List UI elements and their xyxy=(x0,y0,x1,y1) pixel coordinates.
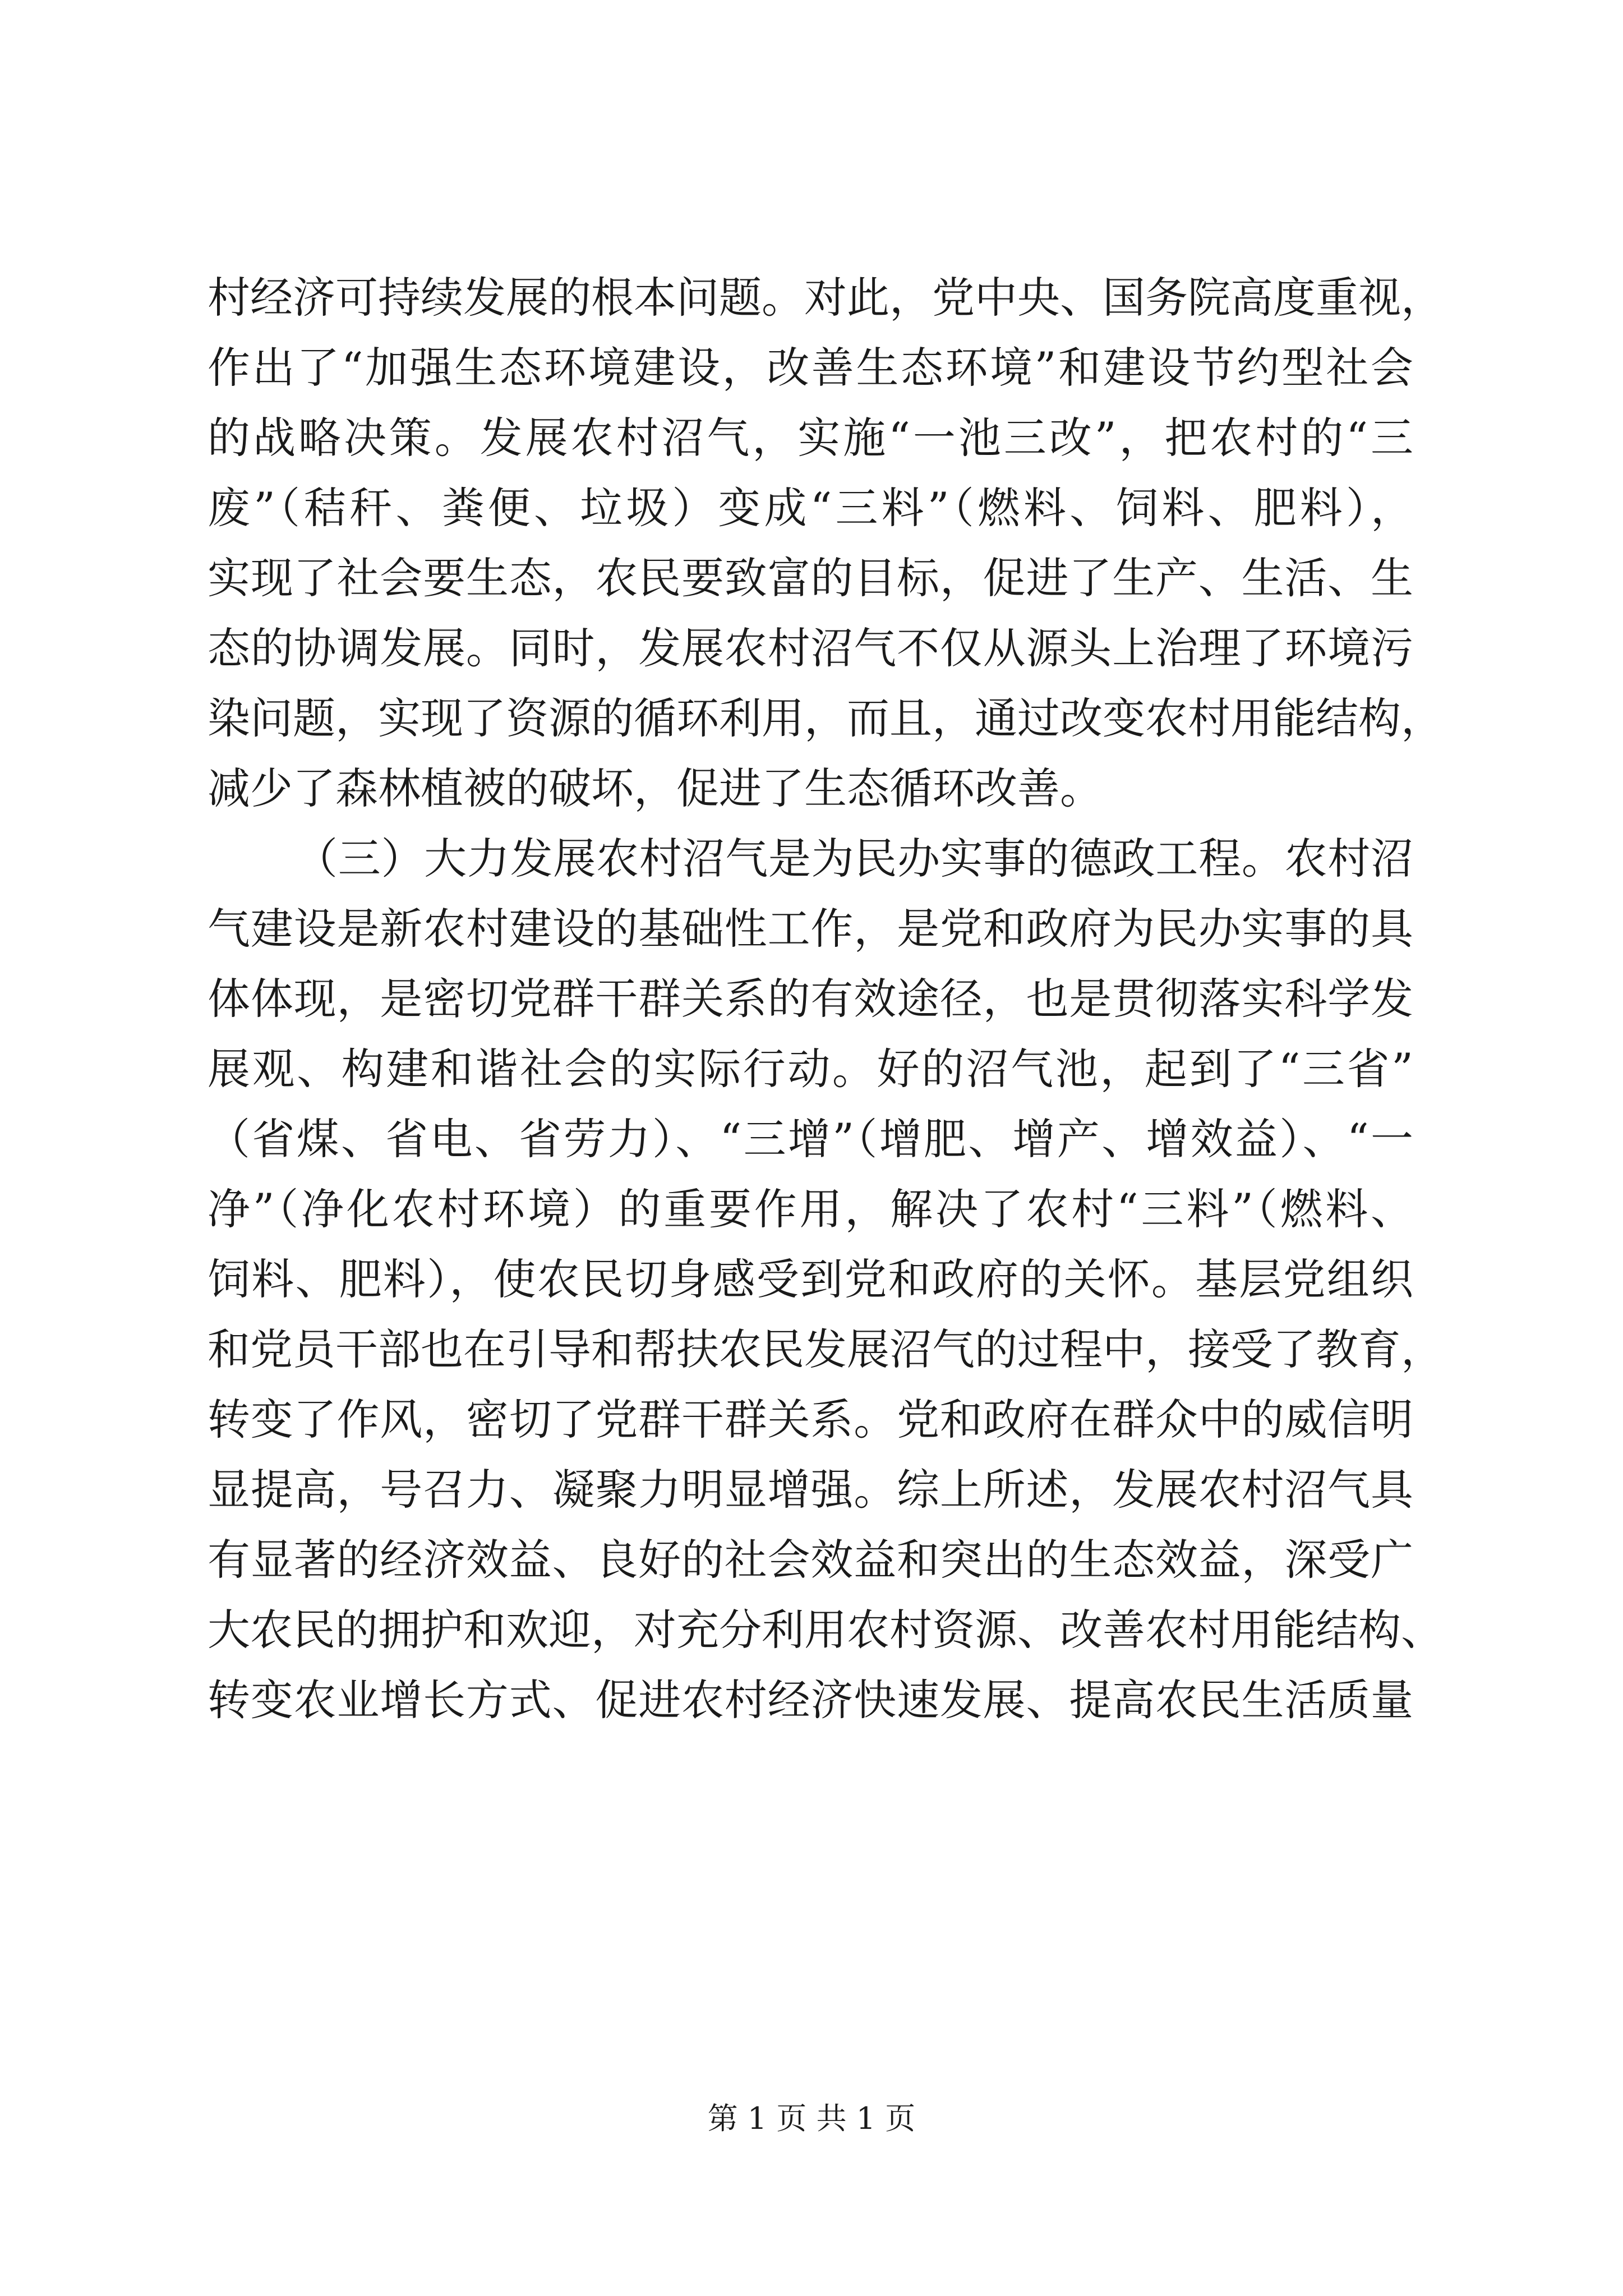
text-line: 实现了社会要生态，农民要致富的目标，促进了生产、生活、生 xyxy=(208,553,1413,603)
text-line: 体体现，是密切党群干群关系的有效途径，也是贯彻落实科学发 xyxy=(208,974,1413,1024)
text-line: 显提高，号召力、凝聚力明显增强。综上所述，发展农村沼气具 xyxy=(208,1465,1413,1515)
body-text xyxy=(208,263,1444,1735)
page-number-footer: 第 1 页 共 1 页 xyxy=(707,2101,916,2136)
text-line: 有显著的经济效益、良好的社会效益和突出的生态效益，深受广 xyxy=(208,1535,1413,1585)
paragraph-heading-line: （三）大力发展农村沼气是为民办实事的德政工程。农村沼 xyxy=(295,834,1413,884)
text-line: 的战略决策。发展农村沼气，实施“一池三改”，把农村的“三 xyxy=(208,413,1413,463)
text-line: 饲料、肥料），使农民切身感受到党和政府的关怀。基层党组织 xyxy=(208,1254,1413,1304)
text-line: 净”（净化农村环境）的重要作用，解决了农村“三料”（燃料、 xyxy=(208,1184,1413,1234)
text-line: 作出了“加强生态环境建设，改善生态环境”和建设节约型社会 xyxy=(208,343,1413,393)
text-line: 废”（秸秆、粪便、垃圾）变成“三料”（燃料、饲料、肥料）， xyxy=(208,483,1413,533)
text-line: 大农民的拥护和欢迎，对充分利用农村资源、改善农村用能结构、 xyxy=(208,1605,1444,1655)
text-line: 和党员干部也在引导和帮扶农民发展沼气的过程中，接受了教育， xyxy=(208,1324,1444,1374)
text-line: 转变农业增长方式、促进农村经济快速发展、提高农民生活质量 xyxy=(208,1675,1413,1725)
text-line: 气建设是新农村建设的基础性工作，是党和政府为民办实事的具 xyxy=(208,904,1413,954)
text-line: 染问题，实现了资源的循环利用，而且，通过改变农村用能结构， xyxy=(208,693,1444,743)
text-line: 减少了森林植被的破坏，促进了生态循环改善。 xyxy=(208,763,1103,813)
text-line: （省煤、省电、省劳力）、“三增”（增肥、增产、增效益）、“一 xyxy=(208,1114,1413,1164)
text-line: 展观、构建和谐社会的实际行动。好的沼气池，起到了“三省” xyxy=(208,1044,1413,1094)
text-line: 转变了作风，密切了党群干群关系。党和政府在群众中的威信明 xyxy=(208,1395,1413,1444)
text-line: 态的协调发展。同时，发展农村沼气不仅从源头上治理了环境污 xyxy=(208,623,1413,673)
text-line: 村经济可持续发展的根本问题。对此，党中央、国务院高度重视， xyxy=(208,273,1444,323)
